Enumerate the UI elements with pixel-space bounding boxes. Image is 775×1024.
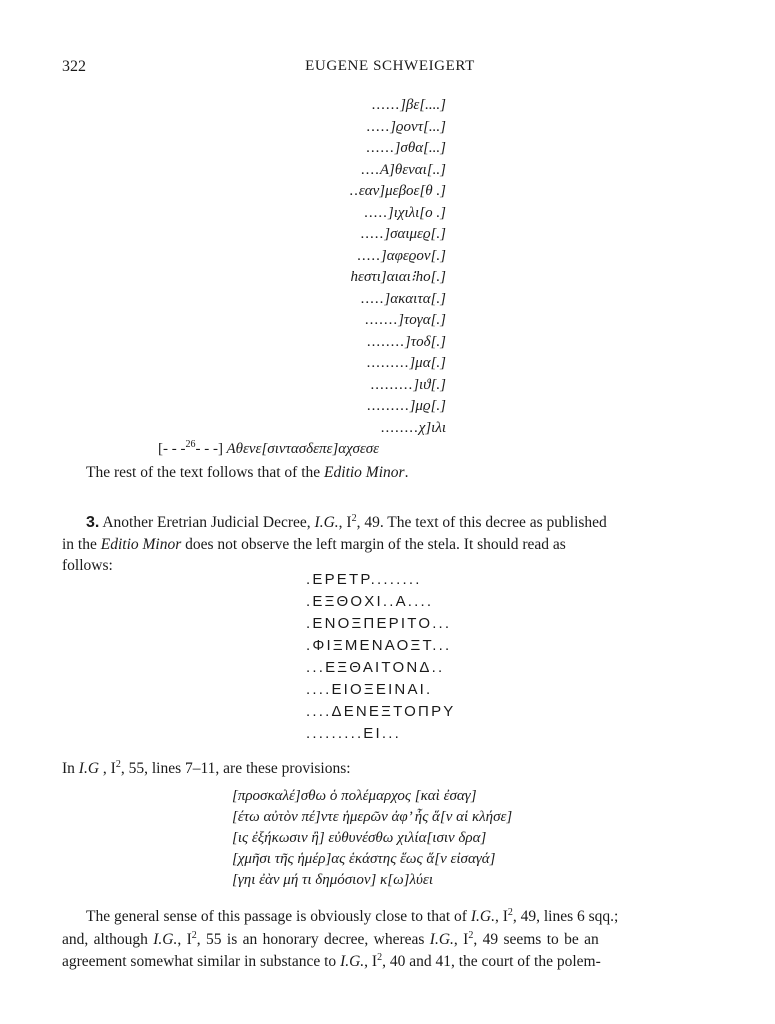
fragment-line-last: [158, 440, 379, 459]
final-paragraph-line-1: [86, 906, 714, 928]
fragment-line: [370, 376, 446, 395]
text-run: .: [404, 464, 409, 481]
lacuna-prefix: [- - -: [158, 441, 186, 457]
inscription-line: ...ΕΞΘΑΙΤΟΝΔ..: [306, 659, 445, 676]
inscription-line: .........ΕΙ...: [306, 725, 401, 742]
editio-minor-ref: Editio Minor: [324, 464, 405, 481]
text-run: , I: [99, 760, 116, 777]
text-run: , 49, lines 6 sqq.;: [512, 908, 619, 925]
fragment-line: [357, 247, 446, 266]
fragment-text: Αθενε[σιντασδεπε]αχσεσε: [226, 441, 380, 457]
final-paragraph-line-3: [62, 951, 714, 973]
lacuna-dots: .....: [366, 118, 391, 135]
greek-provision-line: [χμῆσι τῆς ἡμέρ]ας ἑκάστης ἕως ἅ[ν εἰσαγά]: [232, 851, 496, 867]
ig-ref: I.G.: [153, 931, 178, 948]
greek-provision-line: [έτω αὐτὸν πέ]ντε ἡμερῶν ἀφ’ ἧς ἅ[ν αἱ κλήσε]: [232, 809, 513, 825]
fragment-line: [349, 182, 446, 201]
page-header: [62, 58, 718, 82]
fragment-text: ]μα[.]: [409, 355, 446, 371]
fragment-text: hεστι]αιαι⁝hο[.]: [350, 269, 446, 285]
ig-ref: I.G.: [340, 953, 365, 970]
fragment-line: [367, 333, 446, 352]
fragment-text: ]τοδ[.]: [404, 333, 446, 350]
fragment-text: ]αφεϱον[.]: [380, 247, 446, 264]
lacuna-dots: ........: [380, 419, 419, 436]
fragment-text: ]τογα[.]: [398, 312, 446, 328]
final-paragraph-line-2: [62, 929, 714, 951]
lacuna-dots: .........: [366, 355, 410, 371]
fragment-text: ]μϱ[.]: [409, 398, 446, 414]
fragment-line: [361, 161, 446, 180]
fragment-line: [367, 354, 446, 373]
page-number: 322: [62, 58, 86, 75]
fragment-text: ]ϱοντ[...]: [390, 118, 446, 135]
lacuna-count: 26: [185, 439, 196, 450]
lacuna-dots: .......: [364, 312, 399, 328]
lacuna-dots: ........: [366, 333, 405, 350]
lacuna-dots: ......: [371, 97, 401, 113]
paragraph-ig-55: [62, 758, 690, 780]
fragment-line: [361, 290, 446, 309]
text-run: , I: [364, 953, 378, 970]
lacuna-dots: ....: [360, 161, 380, 178]
lacuna-dots: .........: [366, 398, 410, 414]
superscript: 2: [507, 906, 513, 918]
superscript: 2: [468, 929, 474, 941]
lacuna-dots: ......: [366, 140, 395, 156]
ig-ref: I.G: [78, 760, 100, 777]
ig-ref: I.G.: [470, 908, 495, 925]
lacuna-mid: - - -]: [195, 441, 223, 457]
section-3-line-1: [86, 512, 714, 534]
inscription-line: ....ΔΕΝΕΞΤΟΠΡΥ: [306, 703, 456, 720]
editio-minor-ref: Editio Minor: [100, 536, 182, 553]
inscription-line: .ΕΡΕΤΡ........: [306, 571, 422, 588]
greek-provision-line: [γηι ἐὰν μή τι δημόσιον] κ[ω]λύει: [232, 872, 433, 888]
section-3-paragraph: [86, 512, 714, 534]
fragment-text: ]ακαιτα[.]: [384, 290, 446, 307]
ig-ref: I.G.: [314, 514, 339, 531]
fragment-text: ]σθα[...]: [394, 140, 446, 156]
superscript: 2: [191, 929, 197, 941]
text-run: , I: [338, 514, 352, 531]
fragment-text: ]ιχιλι[ο .]: [387, 204, 446, 221]
text-run: The rest of the text follows that of the: [86, 464, 325, 481]
inscription-line: .ΦΙΞΜΕΝΑΟΞΤ...: [306, 637, 452, 654]
lacuna-dots: .....: [364, 204, 388, 221]
fragment-line: [366, 139, 446, 158]
superscript: 2: [351, 512, 357, 524]
text-run: , 55, lines 7–11, are these provisions:: [120, 760, 351, 777]
text-run: Another Eretrian Judicial Decree,: [99, 514, 315, 531]
text-run: The general sense of this passage is obviously close to that of: [86, 908, 471, 925]
greek-provision-line: [προσκαλέ]σθω ὁ πολέμαρχος [καὶ ἐσαγ]: [232, 788, 477, 804]
superscript: 2: [377, 951, 383, 963]
text-run: , 40 and 41, the court of the polem-: [382, 953, 601, 970]
lacuna-dots: .........: [370, 376, 414, 393]
section-number: 3.: [86, 514, 100, 531]
paragraph-rest-of-text: [86, 462, 714, 484]
inscription-line: .ΕΞΘΟΧΙ..Α....: [306, 593, 434, 610]
text-run: and, although: [62, 931, 154, 948]
fragment-text: ]ιϑ[.]: [413, 376, 446, 393]
text-run: , 55 is an honorary decree, whereas: [196, 931, 430, 948]
inscription-line: .ΕΝΟΞΠΕΡΙΤΟ...: [306, 615, 452, 632]
fragment-text: εαν]μεβοε[θ .]: [358, 183, 446, 199]
text-run: agreement somewhat similar in substance to: [62, 953, 341, 970]
ig-ref: I.G.: [429, 931, 454, 948]
inscription-line: ....ΕΙΟΞΕΙΝΑΙ.: [306, 681, 433, 698]
lacuna-dots: .....: [357, 247, 381, 264]
text-run: , 49 seems to be an: [473, 931, 599, 948]
lacuna-dots: .....: [360, 290, 385, 307]
text-run: , 49. The text of this decree as published: [356, 514, 607, 531]
text-run: , I: [494, 908, 508, 925]
fragment-text: ]βε[....]: [400, 97, 446, 113]
lacuna-dots: .....: [360, 226, 385, 242]
text-run: , I: [177, 931, 192, 948]
fragment-line: [351, 268, 446, 287]
fragment-line: [364, 204, 446, 223]
text-run: does not observe the left margin of the stela. It should read as: [181, 536, 566, 553]
fragment-line: [381, 419, 446, 438]
section-3-line-2: [62, 534, 714, 556]
fragment-text: ]σαιμεϱ[.]: [384, 226, 446, 242]
section-3-line-3: follows:: [62, 557, 113, 574]
lacuna-dots: ..: [349, 183, 359, 199]
greek-provision-line: [ις ἐξήκωσιν ἢ] εὐθυνέσθω χιλία[ισιν δρα]: [232, 830, 487, 846]
superscript: 2: [115, 758, 121, 770]
fragment-text: Α]θεναι[..]: [379, 161, 446, 178]
fragment-line: [366, 118, 446, 137]
fragment-line: [367, 397, 446, 416]
text-run: In: [62, 760, 79, 777]
text-run: , I: [453, 931, 469, 948]
text-run: in the: [62, 536, 101, 553]
fragment-text: χ]ιλι: [418, 419, 446, 436]
fragment-line: [360, 225, 446, 244]
running-head: EUGENE SCHWEIGERT: [305, 58, 475, 74]
fragment-line: [372, 96, 446, 115]
fragment-line: [365, 311, 446, 330]
